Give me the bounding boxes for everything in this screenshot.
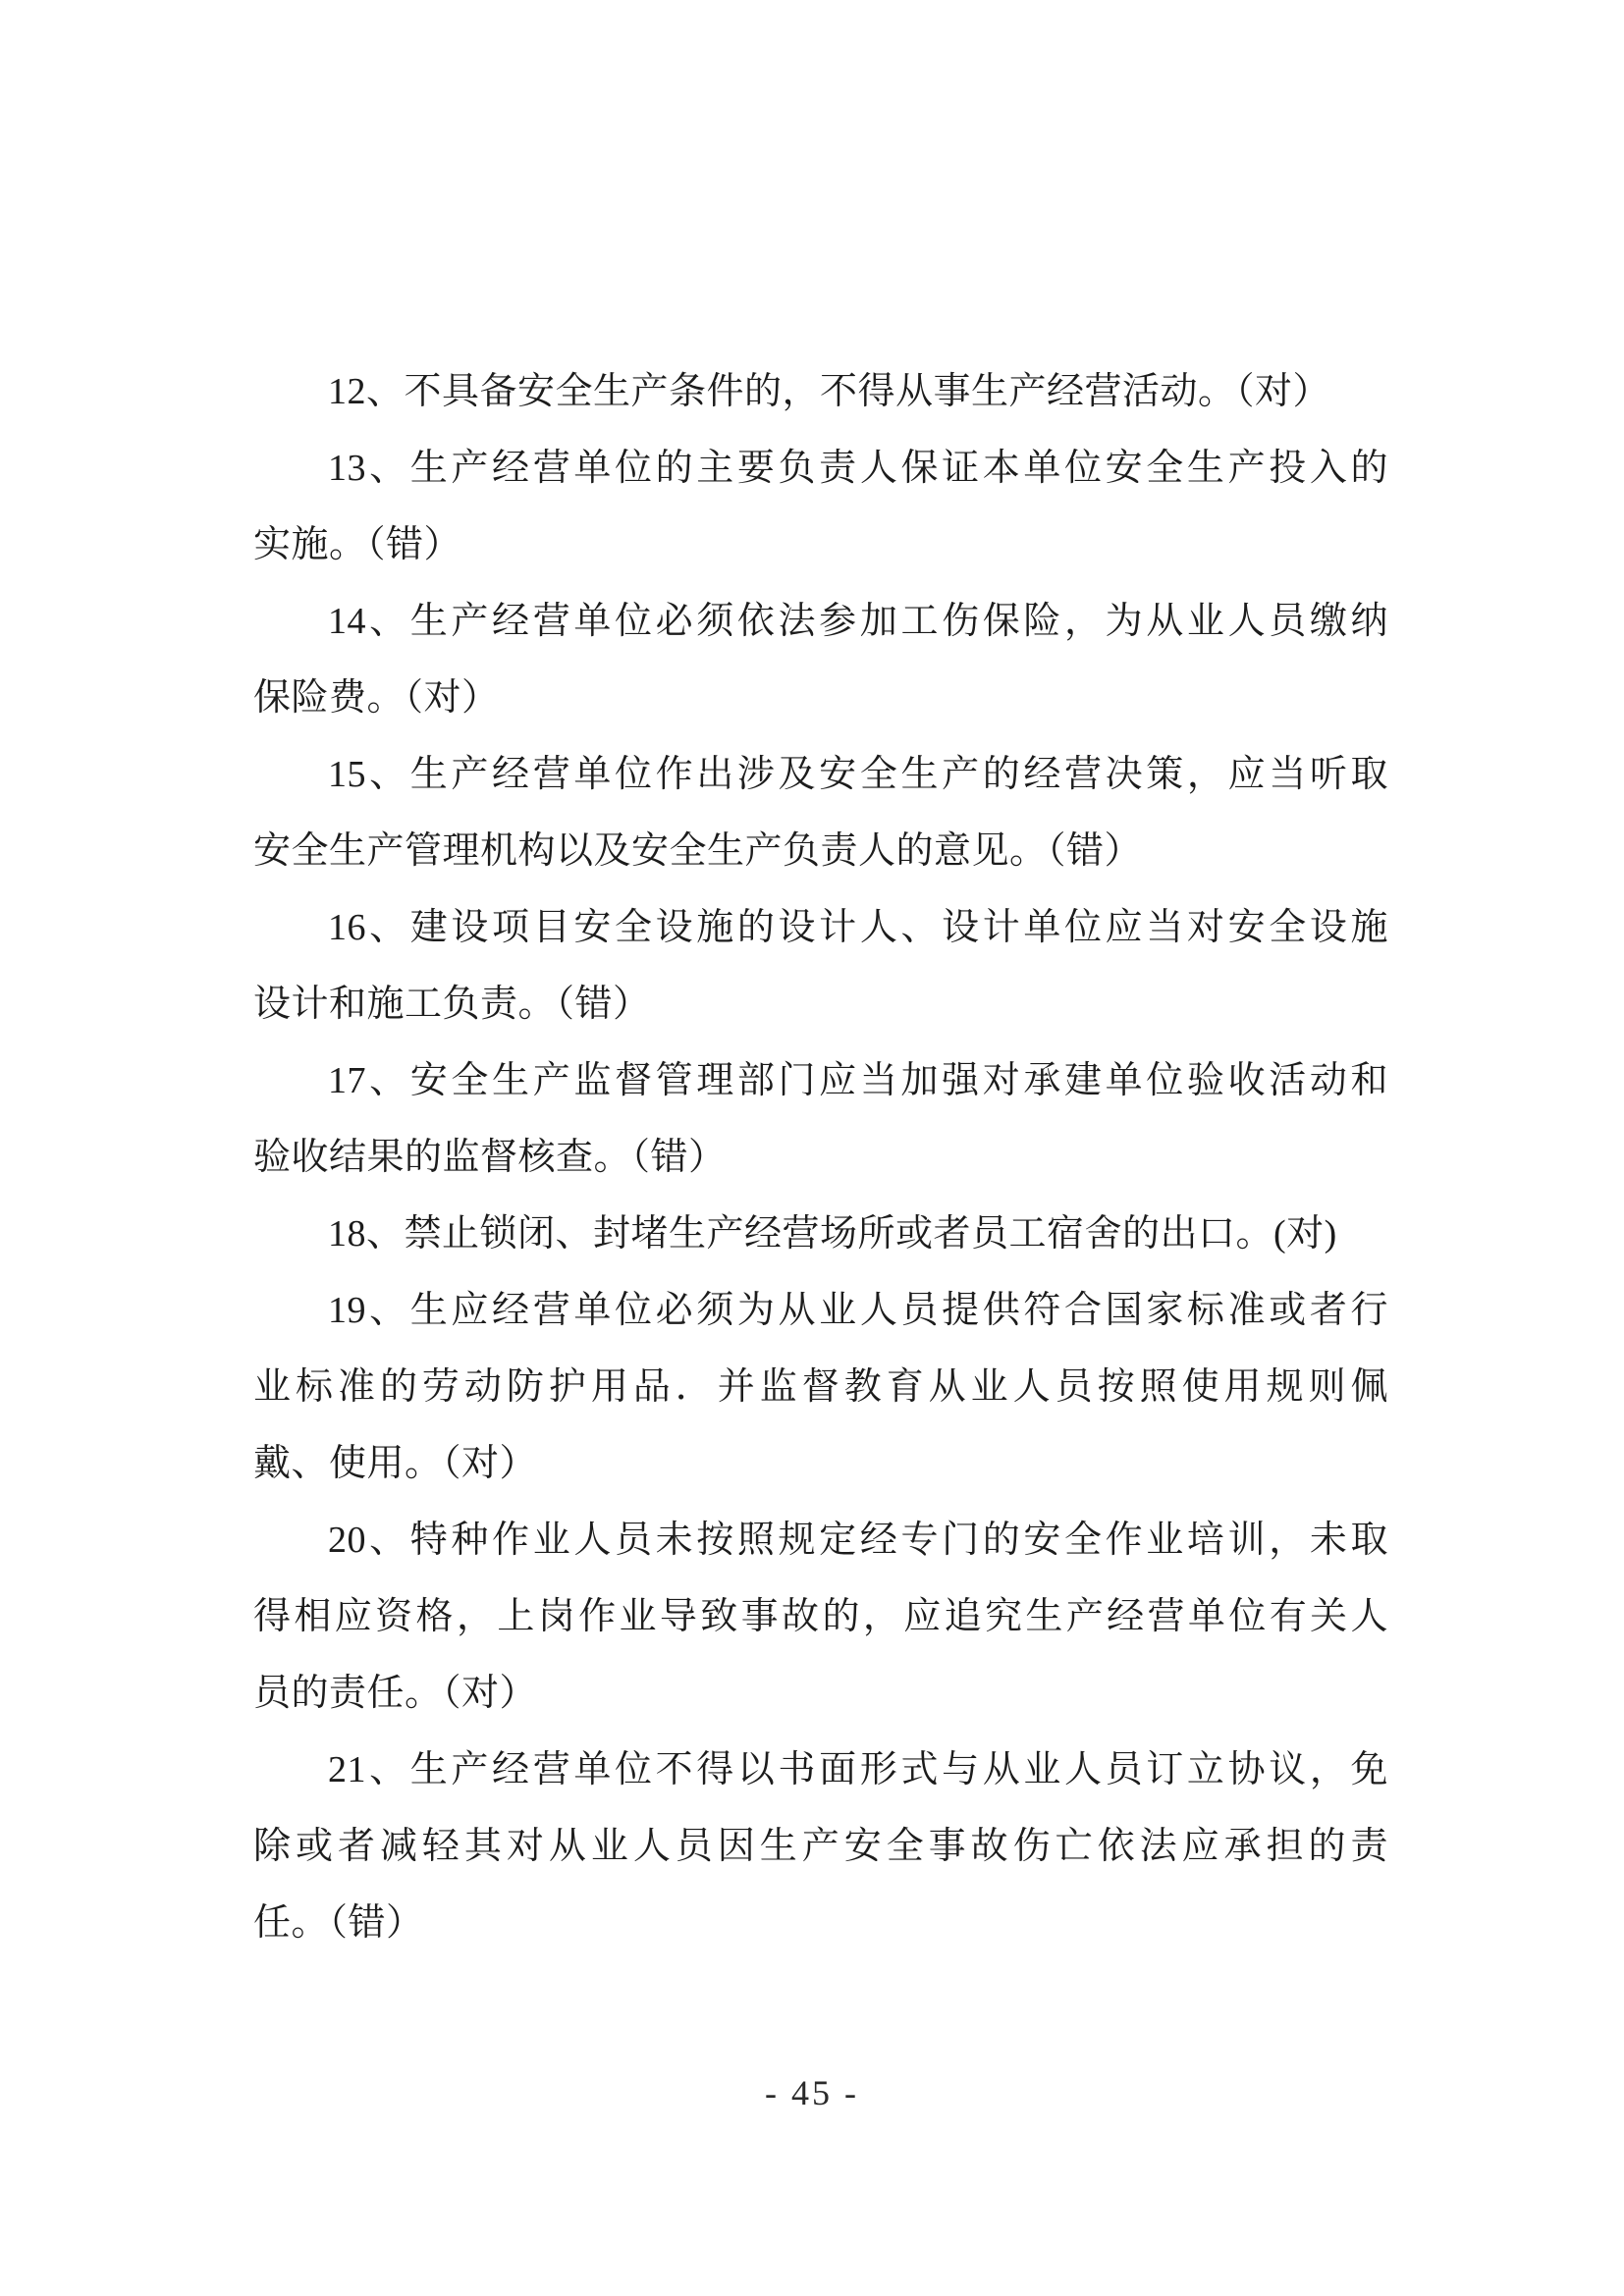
text-line: 保险费。（对） <box>253 677 500 719</box>
text-line: 员的责任。（对） <box>253 1673 538 1714</box>
text-line: 实施。（错） <box>253 524 462 565</box>
text-line: 业标准的劳动防护用品．并监督教育从业人员按照使用规则佩 <box>253 1366 1388 1408</box>
page-number: - 45 - <box>765 2073 859 2112</box>
question-list <box>253 353 1388 1961</box>
text-line: 安全生产管理机构以及安全生产负责人的意见。（错） <box>253 830 1143 872</box>
text-line: 验收结果的监督核查。（错） <box>253 1137 727 1178</box>
question-paragraph <box>253 1502 1388 1732</box>
question-paragraph <box>253 353 1388 430</box>
text-line: 16、建设项目安全设施的设计人、设计单位应当对安全设施 <box>328 907 1388 948</box>
question-paragraph <box>253 1196 1388 1272</box>
text-line: 12、不具备安全生产条件的，不得从事生产经营活动。（对） <box>328 371 1331 412</box>
question-paragraph <box>253 889 1388 1042</box>
text-line: 13、生产经营单位的主要负责人保证本单位安全生产投入的 <box>328 448 1388 489</box>
text-line: 15、生产经营单位作出涉及安全生产的经营决策，应当听取 <box>328 754 1388 795</box>
question-paragraph <box>253 583 1388 736</box>
text-line: 得相应资格，上岗作业导致事故的，应追究生产经营单位有关人 <box>253 1596 1388 1637</box>
question-paragraph <box>253 1042 1388 1196</box>
question-paragraph <box>253 1732 1388 1961</box>
text-line: 21、生产经营单位不得以书面形式与从业人员订立协议，免 <box>328 1749 1388 1790</box>
text-line: 19、生应经营单位必须为从业人员提供符合国家标准或者行 <box>328 1290 1388 1331</box>
question-paragraph <box>253 1272 1388 1502</box>
question-paragraph <box>253 430 1388 583</box>
text-line: 17、安全生产监督管理部门应当加强对承建单位验收活动和 <box>328 1060 1388 1101</box>
text-line: 18、禁止锁闭、封堵生产经营场所或者员工宿舍的出口。(对) <box>328 1213 1337 1255</box>
text-line: 设计和施工负责。（错） <box>253 984 651 1025</box>
text-line: 14、生产经营单位必须依法参加工伤保险，为从业人员缴纳 <box>328 601 1388 642</box>
question-paragraph <box>253 736 1388 889</box>
text-line: 戴、使用。（对） <box>253 1443 538 1484</box>
text-line: 20、特种作业人员未按照规定经专门的安全作业培训，未取 <box>328 1520 1388 1561</box>
text-line: 除或者减轻其对从业人员因生产安全事故伤亡依法应承担的责 <box>253 1826 1388 1867</box>
text-line: 任。（错） <box>253 1902 424 1944</box>
